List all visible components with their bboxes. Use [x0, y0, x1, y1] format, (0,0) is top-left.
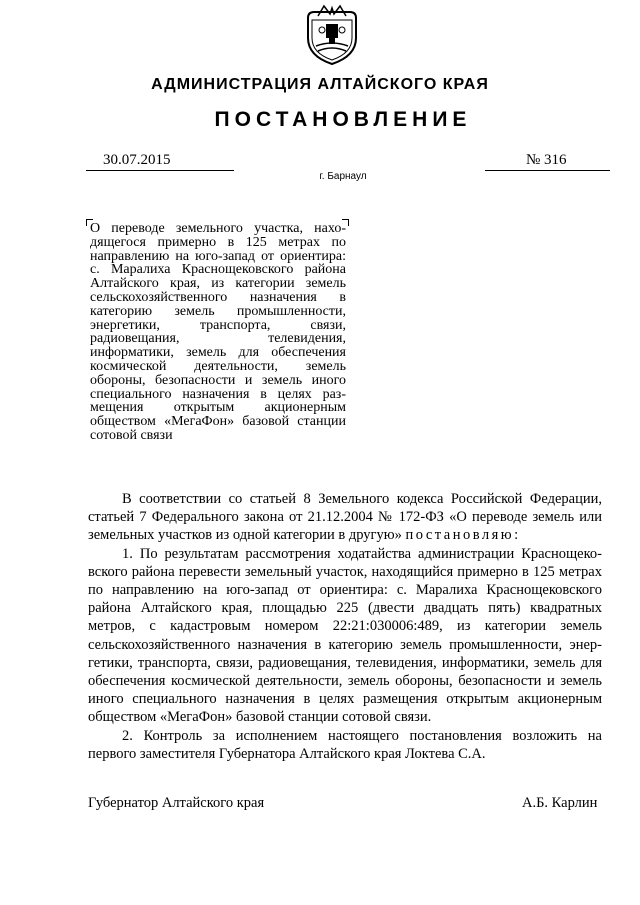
document-date: 30.07.2015 — [103, 152, 171, 168]
item-2-paragraph: 2. Контроль за исполнением настоящего постановления возложить на первого заместителя Губернатора Алтайского края Локтева С.А. — [88, 727, 602, 762]
document-number: № 316 — [526, 152, 567, 168]
signatory-name: А.Б. Карлин — [522, 795, 598, 811]
signatory-position: Губернатор Алтайского края — [88, 795, 265, 811]
document-body — [88, 490, 602, 763]
organization-name: АДМИНИСТРАЦИЯ АЛТАЙСКОГО КРАЯ — [151, 76, 489, 93]
altai-krai-coat-of-arms-icon — [304, 4, 360, 66]
item-1-paragraph: 1. По результатам рассмотрения ходатайства администрации Краснощековского района перевести земельный участок, находящийся примерно в 125 метрах по направлению на юго-запад от ориентира: с. Маралиха Краснощековского района Алтайского края, площадью 225 (двести двадцать пять) квадратных метров, с кадастровым номером 22:21:030006:489, из категории земель сельскохозяйственного назначения в категорию земель промышленности, энергетики, транспорта, связи, радиовещания, телевидения, информатики, земель для обеспечения космической деятельности, земель обороны, безопасности и земель иного специального назначения в целях размещения открытым акционерным обществом «МегаФон» базовой станции сотовой связи. — [88, 545, 602, 726]
preamble-paragraph — [88, 490, 602, 545]
preamble-text: В соответствии со статьей 8 Земельного кодекса Российской Федерации, статьей 7 Федерального закона от 21.12.2004 № 172-ФЗ «О переводе земель или земельных участков из одной категории в другую» — [88, 491, 602, 544]
document-subject: О переводе земельного участка, находящегося примерно в 125 метрах по направлению на юго-запад от ориентира: с. Маралиха Краснощековского района Алтайского края, из категории земель сельскохозяйственного назначения в категорию земель промышленности, энергетики, транспорта, связи, радиовещания, телевидения, информатики, земель для обеспечения космической деятельности, земель обороны, безопасности и земель иного специального назначения в целях размещения открытым акционерным обществом «МегаФон» базовой станции сотовой связи — [90, 221, 346, 443]
document-type: ПОСТАНОВЛЕНИЕ — [214, 108, 472, 131]
city: г. Барнаул — [319, 171, 367, 182]
decree-word: постановляю: — [405, 527, 521, 544]
